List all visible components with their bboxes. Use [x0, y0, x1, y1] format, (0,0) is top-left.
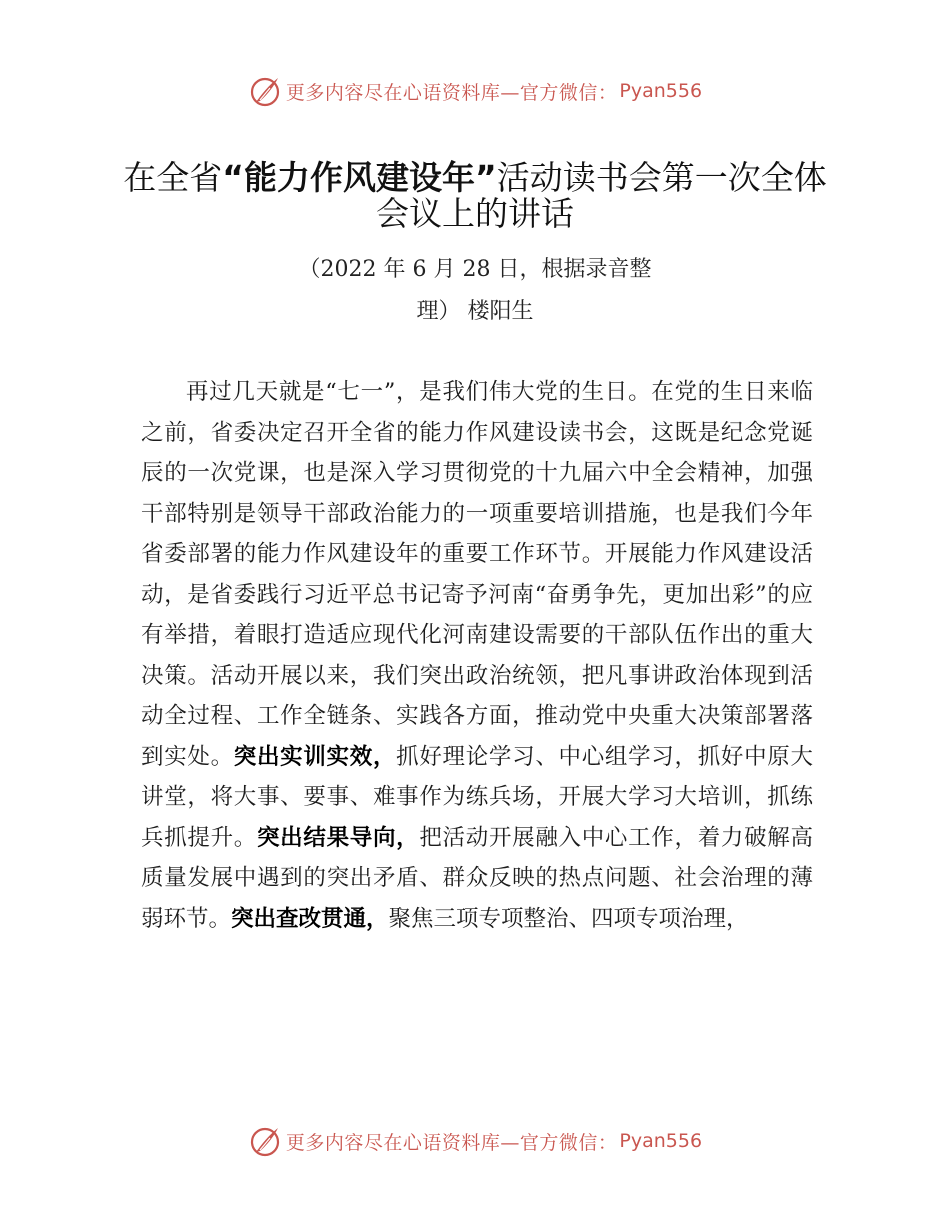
footer-watermark — [0, 1124, 950, 1158]
body-text-3: 把活动开展融入中心工作，着力破解高质量发展中遇到的突出矛盾、群众反映的热点问题、社会治理的薄弱环节。 — [141, 824, 813, 932]
body-text-1: 再过几天就是“七一”，是我们伟大党的生日。在党的生日来临之前，省委决定召开全省的能力作风建设读书会，这既是纪念党诞辰的一次党课，也是深入学习贯彻党的十九届六中全会精神，加强干部特别是领导干部政治能力的一项重要培训措施，也是我们今年省委部署的能力作风建设年的重要工作环节。开展能力作风建设活动，是省委践行习近平总书记寄予河南“奋勇争先，更加出彩”的应有举措，着眼打造适应现代化河南建设需要的干部队伍作出的重大决策。活动开展以来，我们突出政治统领，把凡事讲政治体现到活动全过程、工作全链条、实践各方面，推动党中央重大决策部署落到实处。 — [141, 379, 813, 770]
subtitle-author: 理） 楼阳生 — [416, 299, 534, 324]
watermark-wechat-id: Pyan556 — [619, 80, 703, 102]
quill-logo-icon — [248, 74, 282, 108]
title-prefix: 在全省 — [123, 158, 223, 197]
watermark-text: 更多内容尽在心语资料库—官方微信： — [285, 1131, 618, 1154]
watermark-wechat-id: Pyan556 — [619, 1130, 703, 1152]
body-paragraph — [141, 372, 813, 939]
emphasis-1: 突出实训实效， — [233, 743, 397, 770]
title-suffix: 活动读书会第一次全体会议上的讲话 — [376, 158, 827, 233]
page-title — [120, 160, 830, 232]
emphasis-3: 突出查改贯通， — [231, 905, 389, 932]
watermark-text: 更多内容尽在心语资料库—官方微信： — [285, 81, 618, 104]
body-text-4: 聚焦三项专项整治、四项专项治理， — [388, 905, 749, 932]
emphasis-2: 突出结果导向， — [256, 824, 420, 851]
subtitle-date: （2022 年 6 月 28 日，根据录音整 — [298, 257, 652, 282]
header-watermark — [0, 74, 950, 108]
quill-logo-icon — [248, 1124, 282, 1158]
title-quoted: “能力作风建设年” — [222, 158, 497, 197]
body-text-2: 抓好理论学习、中心组学习，抓好中原大讲堂，将大事、要事、难事作为练兵场，开展大学习大培训，抓练兵抓提升。 — [141, 743, 813, 851]
